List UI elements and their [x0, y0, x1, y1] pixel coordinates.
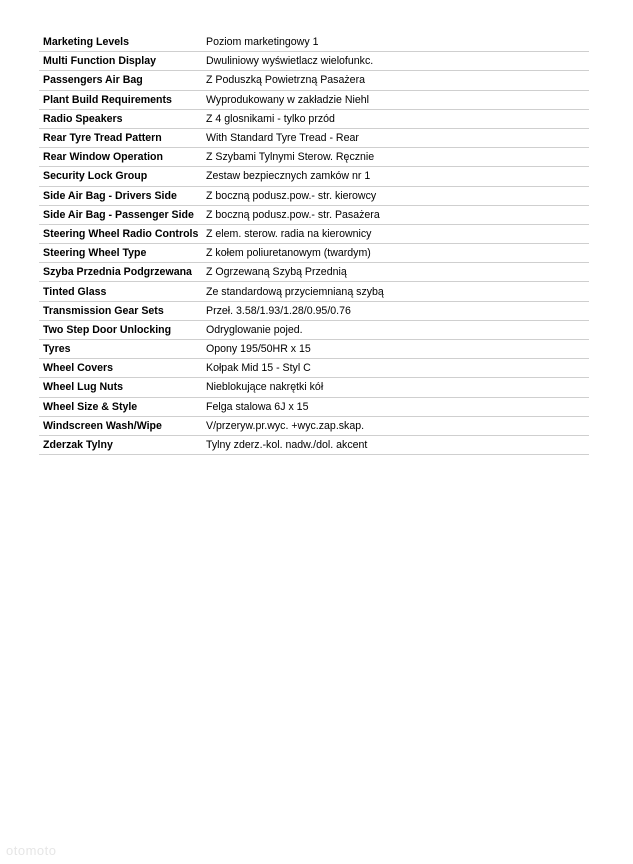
spec-value: V/przeryw.pr.wyc. +wyc.zap.skap. [202, 416, 589, 435]
spec-table [39, 33, 589, 455]
table-row [39, 71, 589, 90]
spec-value: Z elem. sterow. radia na kierownicy [202, 224, 589, 243]
table-row [39, 320, 589, 339]
spec-value: Felga stalowa 6J x 15 [202, 397, 589, 416]
spec-label: Multi Function Display [39, 52, 202, 71]
spec-label: Passengers Air Bag [39, 71, 202, 90]
spec-label: Radio Speakers [39, 109, 202, 128]
spec-label: Wheel Covers [39, 359, 202, 378]
spec-table-body [39, 33, 589, 455]
spec-value: Z 4 glosnikami - tylko przód [202, 109, 589, 128]
table-row [39, 340, 589, 359]
spec-value: Z Ogrzewaną Szybą Przednią [202, 263, 589, 282]
spec-label: Szyba Przednia Podgrzewana [39, 263, 202, 282]
table-row [39, 416, 589, 435]
table-row [39, 282, 589, 301]
table-row [39, 186, 589, 205]
spec-label: Security Lock Group [39, 167, 202, 186]
table-row [39, 263, 589, 282]
table-row [39, 148, 589, 167]
spec-label: Steering Wheel Type [39, 244, 202, 263]
spec-label: Tinted Glass [39, 282, 202, 301]
spec-value: Z boczną podusz.pow.- str. Pasażera [202, 205, 589, 224]
spec-value: Dwuliniowy wyświetlacz wielofunkc. [202, 52, 589, 71]
table-row [39, 435, 589, 454]
table-row [39, 167, 589, 186]
spec-label: Tyres [39, 340, 202, 359]
spec-value: Kołpak Mid 15 - Styl C [202, 359, 589, 378]
spec-label: Plant Build Requirements [39, 90, 202, 109]
spec-label: Side Air Bag - Drivers Side [39, 186, 202, 205]
spec-value: Wyprodukowany w zakładzie Niehl [202, 90, 589, 109]
spec-label: Rear Tyre Tread Pattern [39, 128, 202, 147]
spec-label: Windscreen Wash/Wipe [39, 416, 202, 435]
spec-value: With Standard Tyre Tread - Rear [202, 128, 589, 147]
spec-label: Rear Window Operation [39, 148, 202, 167]
spec-label: Wheel Size & Style [39, 397, 202, 416]
spec-value: Przeł. 3.58/1.93/1.28/0.95/0.76 [202, 301, 589, 320]
spec-label: Two Step Door Unlocking [39, 320, 202, 339]
table-row [39, 52, 589, 71]
spec-value: Z Szybami Tylnymi Sterow. Ręcznie [202, 148, 589, 167]
spec-label: Wheel Lug Nuts [39, 378, 202, 397]
spec-value: Z Poduszką Powietrzną Pasażera [202, 71, 589, 90]
spec-value: Opony 195/50HR x 15 [202, 340, 589, 359]
table-row [39, 33, 589, 52]
spec-value: Zestaw bezpiecznych zamków nr 1 [202, 167, 589, 186]
table-row [39, 90, 589, 109]
spec-label: Side Air Bag - Passenger Side [39, 205, 202, 224]
table-row [39, 128, 589, 147]
spec-value: Tylny zderz.-kol. nadw./dol. akcent [202, 435, 589, 454]
table-row [39, 359, 589, 378]
table-row [39, 397, 589, 416]
spec-value: Z kołem poliuretanowym (twardym) [202, 244, 589, 263]
watermark-logo: otomoto [6, 843, 57, 858]
spec-value: Nieblokujące nakrętki kół [202, 378, 589, 397]
spec-label: Zderzak Tylny [39, 435, 202, 454]
spec-label: Transmission Gear Sets [39, 301, 202, 320]
spec-value: Poziom marketingowy 1 [202, 33, 589, 52]
table-row [39, 224, 589, 243]
spec-label: Marketing Levels [39, 33, 202, 52]
table-row [39, 301, 589, 320]
table-row [39, 244, 589, 263]
spec-value: Z boczną podusz.pow.- str. kierowcy [202, 186, 589, 205]
spec-value: Ze standardową przyciemnianą szybą [202, 282, 589, 301]
table-row [39, 205, 589, 224]
spec-value: Odryglowanie pojed. [202, 320, 589, 339]
table-row [39, 109, 589, 128]
spec-label: Steering Wheel Radio Controls [39, 224, 202, 243]
table-row [39, 378, 589, 397]
